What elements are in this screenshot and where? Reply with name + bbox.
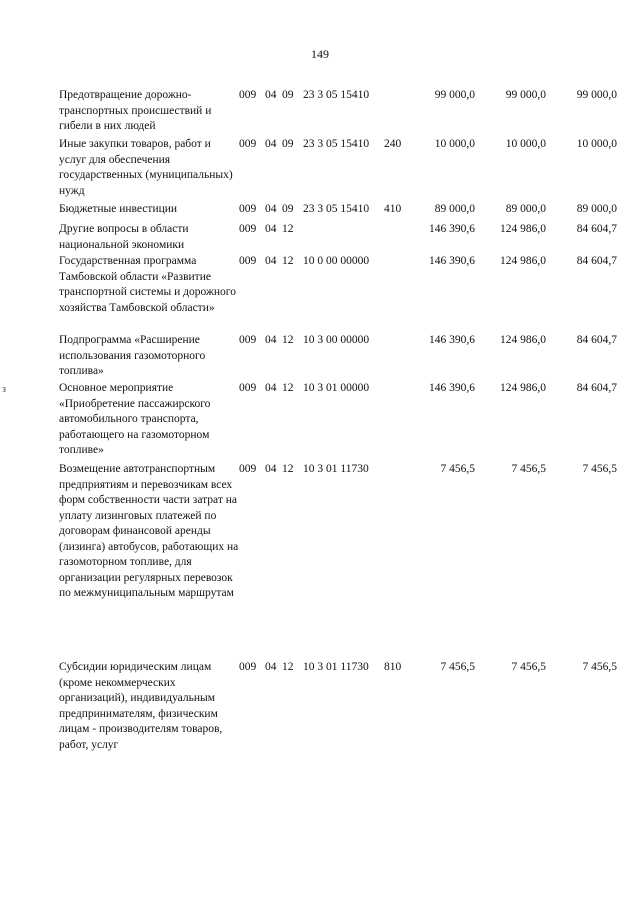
- row-value-3: 84 604,7: [576, 382, 617, 394]
- row-value-1: 146 390,6: [429, 223, 475, 235]
- margin-mark: з: [2, 384, 6, 395]
- row-section: 04: [265, 203, 277, 215]
- row-name: Основное мероприятие «Приобретение пассажирского автомобильного транспорта, работающего на газомоторном топливе»: [59, 382, 211, 456]
- row-subsection: 12: [282, 661, 294, 673]
- row-subsection: 12: [282, 334, 294, 346]
- row-value-1: 7 456,5: [440, 661, 475, 673]
- row-value-1: 89 000,0: [434, 203, 475, 215]
- row-subsection: 12: [282, 382, 294, 394]
- row-value-2: 124 986,0: [500, 223, 546, 235]
- row-name: Бюджетные инвестиции: [59, 203, 178, 215]
- row-section: 04: [265, 223, 277, 235]
- row-subsection: 09: [282, 138, 294, 150]
- row-value-1: 146 390,6: [429, 255, 475, 267]
- row-target-article: 10 3 01 00000: [303, 382, 370, 394]
- row-grbs: 009: [239, 138, 257, 150]
- row-value-3: 10 000,0: [576, 138, 617, 150]
- row-target-article: 10 0 00 00000: [303, 255, 370, 267]
- row-subsection: 09: [282, 203, 294, 215]
- row-value-2: 99 000,0: [505, 89, 546, 101]
- row-grbs: 009: [239, 463, 257, 475]
- row-value-2: 7 456,5: [511, 661, 546, 673]
- row-value-3: 7 456,5: [582, 661, 617, 673]
- row-section: 04: [265, 138, 277, 150]
- row-value-2: 7 456,5: [511, 463, 546, 475]
- row-name: Субсидии юридическим лицам (кроме некоммерческих организаций), индивидуальным предпринимателям, физическим лицам - производителям товаров, работ, услуг: [59, 661, 223, 751]
- row-target-article: 10 3 00 00000: [303, 334, 370, 346]
- row-section: 04: [265, 334, 277, 346]
- row-value-3: 84 604,7: [576, 223, 617, 235]
- row-value-1: 146 390,6: [429, 334, 475, 346]
- page-number: 149: [311, 47, 329, 61]
- row-target-article: 10 3 01 11730: [303, 463, 369, 475]
- row-target-article: 10 3 01 11730: [303, 661, 369, 673]
- row-expense-type: 410: [384, 203, 402, 215]
- row-value-1: 7 456,5: [440, 463, 475, 475]
- row-value-3: 89 000,0: [576, 203, 617, 215]
- row-grbs: 009: [239, 255, 257, 267]
- row-target-article: 23 3 05 15410: [303, 89, 370, 101]
- row-name: Государственная программа Тамбовской области «Развитие транспортной системы и дорожного хозяйства Тамбовской области»: [59, 255, 236, 314]
- row-grbs: 009: [239, 334, 257, 346]
- row-name: Иные закупки товаров, работ и услуг для обеспечения государственных (муниципальных) нужд: [59, 138, 233, 197]
- row-value-2: 124 986,0: [500, 334, 546, 346]
- row-value-1: 10 000,0: [434, 138, 475, 150]
- row-name: Другие вопросы в области национальной экономики: [59, 223, 189, 251]
- row-value-1: 99 000,0: [434, 89, 475, 101]
- row-section: 04: [265, 661, 277, 673]
- row-value-2: 124 986,0: [500, 382, 546, 394]
- row-expense-type: 810: [384, 661, 402, 673]
- row-value-2: 89 000,0: [505, 203, 546, 215]
- row-target-article: 23 3 05 15410: [303, 138, 370, 150]
- row-value-3: 84 604,7: [576, 255, 617, 267]
- row-name: Предотвращение дорожно-транспортных происшествий и гибели в них людей: [59, 89, 212, 132]
- row-subsection: 12: [282, 255, 294, 267]
- row-value-1: 146 390,6: [429, 382, 475, 394]
- row-expense-type: 240: [384, 138, 402, 150]
- row-section: 04: [265, 89, 277, 101]
- row-section: 04: [265, 255, 277, 267]
- row-grbs: 009: [239, 661, 257, 673]
- row-grbs: 009: [239, 203, 257, 215]
- row-grbs: 009: [239, 89, 257, 101]
- row-subsection: 12: [282, 463, 294, 475]
- row-grbs: 009: [239, 382, 257, 394]
- row-value-3: 7 456,5: [582, 463, 617, 475]
- row-name: Подпрограмма «Расширение использования газомоторного топлива»: [59, 334, 206, 377]
- row-target-article: 23 3 05 15410: [303, 203, 370, 215]
- row-section: 04: [265, 463, 277, 475]
- row-grbs: 009: [239, 223, 257, 235]
- row-value-3: 84 604,7: [576, 334, 617, 346]
- row-subsection: 12: [282, 223, 294, 235]
- row-section: 04: [265, 382, 277, 394]
- row-name: Возмещение автотранспортным предприятиям и перевозчикам всех форм собственности части затрат на уплату лизинговых платежей по договорам финансовой аренды (лизинга) автобусов, работающих на газомоторном топливе, для организации регулярных перевозок по межмуниципальным маршрутам: [59, 463, 239, 599]
- row-subsection: 09: [282, 89, 294, 101]
- row-value-2: 10 000,0: [505, 138, 546, 150]
- row-value-2: 124 986,0: [500, 255, 546, 267]
- row-value-3: 99 000,0: [576, 89, 617, 101]
